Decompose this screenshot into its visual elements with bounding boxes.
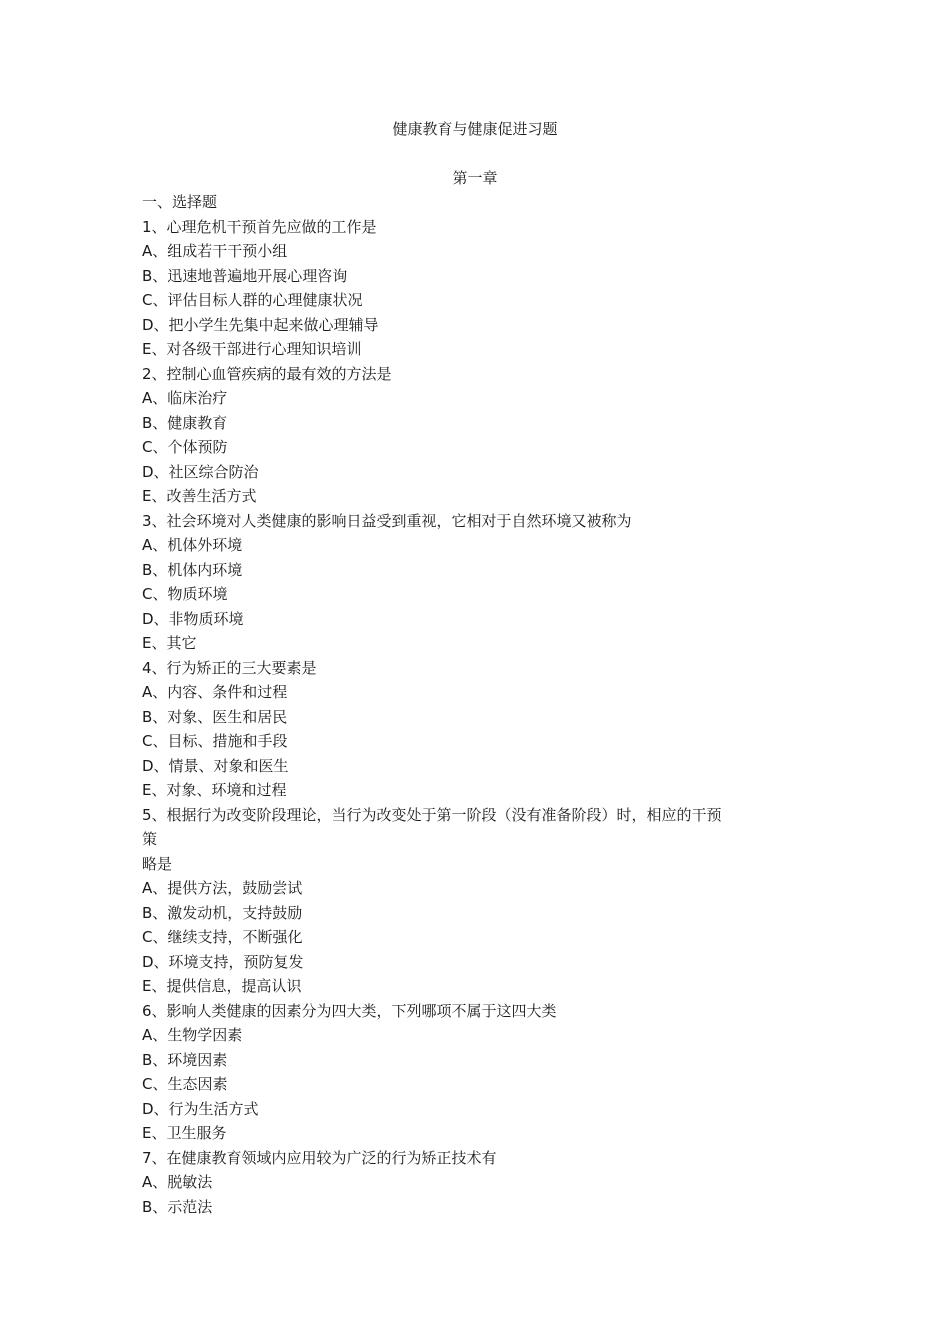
option-a: A、组成若干干预小组	[142, 242, 288, 260]
option-d: D、行为生活方式	[142, 1099, 259, 1118]
option-b: B、对象、医生和居民	[142, 707, 288, 726]
option-a: A、脱敏法	[142, 1173, 213, 1191]
question-6	[142, 999, 802, 1146]
section-heading: 一、选择题	[142, 193, 218, 211]
option-d: D、非物质环境	[142, 609, 244, 628]
option-c: C、目标、措施和手段	[142, 732, 288, 750]
question-5	[142, 803, 802, 999]
option-a: A、生物学因素	[142, 1026, 243, 1044]
question-stem-line-3: 略是	[142, 854, 173, 873]
question-stem: 7、在健康教育领域内应用较为广泛的行为矫正技术有	[142, 1148, 497, 1167]
document-body	[142, 190, 802, 1219]
question-stem: 4、行为矫正的三大要素是	[142, 658, 317, 677]
option-c: C、继续支持，不断强化	[142, 928, 303, 946]
option-c: C、物质环境	[142, 585, 228, 603]
question-stem: 3、社会环境对人类健康的影响日益受到重视，它相对于自然环境又被称为	[142, 511, 632, 530]
option-e: E、卫生服务	[142, 1124, 227, 1142]
question-4	[142, 656, 802, 803]
question-stem: 2、控制心血管疾病的最有效的方法是	[142, 364, 392, 383]
question-stem: 1、心理危机干预首先应做的工作是	[142, 217, 377, 236]
question-stem-line-2: 策	[142, 830, 158, 848]
option-e: E、对各级干部进行心理知识培训	[142, 340, 362, 358]
option-a: A、提供方法，鼓励尝试	[142, 879, 303, 897]
document-title: 健康教育与健康促进习题	[392, 120, 558, 138]
option-b: B、示范法	[142, 1197, 213, 1216]
question-7	[142, 1146, 802, 1220]
option-a: A、机体外环境	[142, 536, 243, 554]
option-b: B、机体内环境	[142, 560, 243, 579]
option-e: E、提供信息，提高认识	[142, 977, 302, 995]
option-a: A、内容、条件和过程	[142, 683, 288, 701]
option-e: E、改善生活方式	[142, 487, 257, 505]
question-stem: 6、影响人类健康的因素分为四大类，下列哪项不属于这四大类	[142, 1001, 557, 1020]
option-a: A、临床治疗	[142, 389, 228, 407]
option-b: B、激发动机，支持鼓励	[142, 903, 303, 922]
option-e: E、对象、环境和过程	[142, 781, 287, 799]
question-1	[142, 215, 802, 362]
option-c: C、个体预防	[142, 438, 228, 456]
option-e: E、其它	[142, 634, 197, 652]
option-d: D、社区综合防治	[142, 462, 259, 481]
option-d: D、情景、对象和医生	[142, 756, 289, 775]
option-b: B、环境因素	[142, 1050, 228, 1069]
option-d: D、把小学生先集中起来做心理辅导	[142, 315, 379, 334]
question-2	[142, 362, 802, 509]
chapter-title: 第一章	[452, 169, 498, 187]
option-b: B、健康教育	[142, 413, 228, 432]
option-c: C、生态因素	[142, 1075, 228, 1093]
option-b: B、迅速地普遍地开展心理咨询	[142, 266, 348, 285]
question-3	[142, 509, 802, 656]
option-d: D、环境支持，预防复发	[142, 952, 304, 971]
option-c: C、评估目标人群的心理健康状况	[142, 291, 363, 309]
question-stem-line-1: 5、根据行为改变阶段理论，当行为改变处于第一阶段（没有准备阶段）时，相应的干预	[142, 805, 722, 824]
